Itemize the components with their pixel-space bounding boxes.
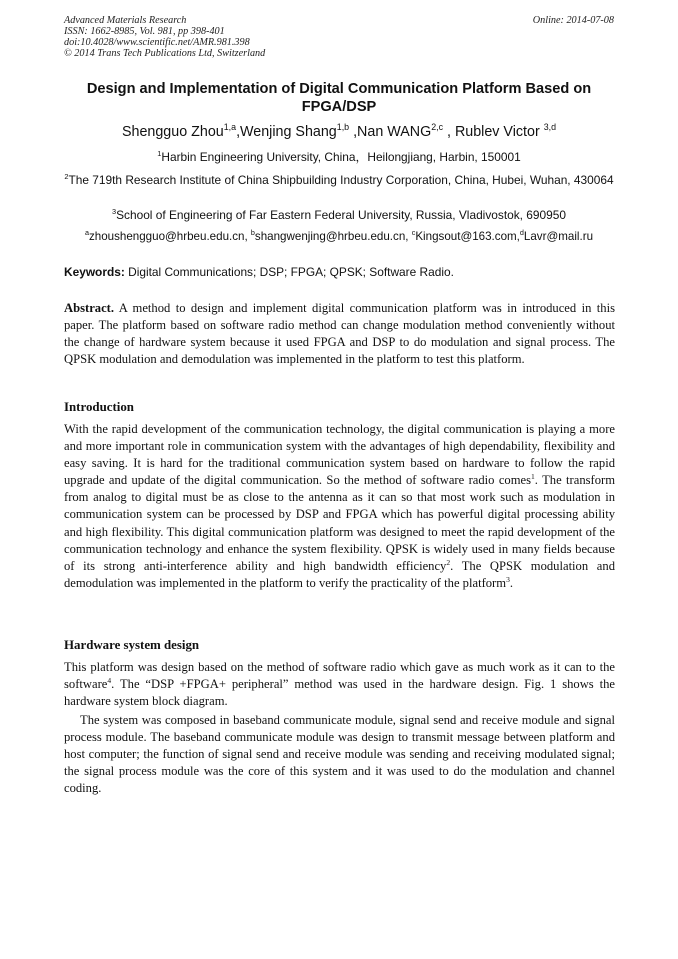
- author-name: Wenjing Shang: [240, 124, 337, 140]
- email-mark: d: [519, 228, 524, 238]
- keywords: [64, 264, 614, 280]
- author-separator: ,: [236, 124, 241, 140]
- author-affiliation-mark: 1,a: [223, 122, 237, 133]
- email-mark: b: [250, 228, 255, 238]
- intro-text: . The QPSK modulation and demodulation was implemented in the platform to verify the practicality of the platform: [64, 558, 615, 590]
- email-link[interactable]: Lavr@mail.ru: [523, 230, 594, 243]
- author-affiliation-mark: 1,b: [336, 122, 350, 133]
- affiliation-mark: 1: [157, 149, 162, 159]
- journal-name: Advanced Materials Research: [64, 15, 187, 26]
- online-date: Online: 2014-07-08: [532, 15, 614, 26]
- email-link[interactable]: shangwenjing@hrbeu.edu.cn,: [254, 230, 412, 243]
- affiliation-3: [54, 207, 624, 223]
- affiliation-mark: 2: [64, 172, 69, 182]
- hw-text: This platform was design based on the method of software radio which gave as much work as it can to the software: [64, 660, 615, 692]
- author-separator: ,: [349, 124, 358, 140]
- affiliation-mark: 3: [112, 207, 117, 217]
- keywords-label: Keywords:: [64, 265, 125, 279]
- hardware-paragraph-1: [64, 659, 615, 710]
- email-link[interactable]: Kingsout@163.com,: [415, 230, 520, 243]
- affiliation-text: School of Engineering of Far Eastern Federal University, Russia, Vladivostok, 690950: [116, 208, 566, 222]
- intro-text: .: [509, 575, 513, 590]
- section-heading-hardware: Hardware system design: [64, 638, 200, 652]
- email-link[interactable]: zhoushengguo@hrbeu.edu.cn,: [88, 230, 251, 243]
- author-list: [40, 123, 638, 141]
- author-name: Nan WANG: [357, 124, 432, 140]
- issn-line: ISSN: 1662-8985, Vol. 981, pp 398-401: [64, 26, 225, 37]
- author-name: Rublev Victor: [454, 124, 544, 140]
- email-list: [50, 229, 628, 245]
- intro-text: With the rapid development of the communication technology, the digital communication is playing a more and more important role in communication system with the advantages of high dependability, flexibility and easy saving. It is hard for the traditional communication system based on hardware to follow the rapid upgrade and update of the digital communication. So the method of software radio comes: [64, 422, 615, 488]
- abstract-text: A method to design and implement digital communication platform was in introduced in this paper. The platform based on software radio method can change modulation method conveniently without the change of hardware system because it used FPGA and DSP to do modulation and signal process. The QPSK modulation and demodulation was implemented in the platform to test this platform.: [64, 301, 615, 367]
- keywords-text: Digital Communications; DSP; FPGA; QPSK; Software Radio.: [124, 265, 454, 279]
- affiliation-1: [54, 149, 624, 165]
- copyright-line: © 2014 Trans Tech Publications Ltd, Switzerland: [64, 48, 266, 59]
- introduction-paragraph: [64, 421, 615, 592]
- email-mark: a: [84, 228, 89, 238]
- abstract: [64, 300, 615, 368]
- citation-ref[interactable]: 1: [531, 472, 535, 482]
- hw-text: . The “DSP +FPGA+ peripheral” method was used in the hardware design. Fig. 1 shows the hardware system block diagram.: [64, 677, 615, 709]
- author-separator: ,: [443, 124, 455, 140]
- journal-header: [64, 15, 265, 59]
- email-mark: c: [411, 228, 416, 238]
- doi-line[interactable]: doi:10.4028/www.scientific.net/AMR.981.398: [64, 37, 250, 48]
- affiliation-text: Harbin Engineering University, China，Heilongjiang, Harbin, 150001: [161, 150, 521, 164]
- author-name: Shengguo Zhou: [121, 124, 224, 140]
- section-heading-introduction: Introduction: [64, 400, 134, 414]
- abstract-label: Abstract.: [64, 301, 115, 315]
- author-affiliation-mark: 2,c: [431, 122, 444, 133]
- citation-ref[interactable]: 3: [506, 574, 510, 584]
- paper-title: Design and Implementation of Digital Communication Platform Based on FPGA/DSP: [86, 81, 592, 115]
- citation-ref[interactable]: 2: [446, 557, 451, 567]
- author-affiliation-mark: 3,d: [543, 122, 557, 133]
- intro-text: . The transform from analog to digital must be as close to the antenna as it can so that most work such as modulation in communication system can be processed by DSP and FPGA which has powerful digital processing ability and high flexibility. This digital communication platform was designed to meet the rapid development of the communication technology and enhance the system flexibility. QPSK is widely used in many fields because of its strong anti-interference ability and high bandwidth efficiency: [64, 473, 615, 573]
- affiliation-2: [54, 172, 624, 188]
- citation-ref[interactable]: 4: [107, 675, 112, 685]
- affiliation-text: The 719th Research Institute of China Shipbuilding Industry Corporation, China, Hubei, Wuhan, 430064: [68, 173, 614, 187]
- hardware-paragraph-2: The system was composed in baseband communicate module, signal send and receive module and signal process module. The baseband communicate module was design to transmit message between platform and host computer; the function of signal send and receive module was sending and receiving modulated signal; the signal process module was the core of this system and it was used to do the modulation and channel coding.: [64, 713, 615, 796]
